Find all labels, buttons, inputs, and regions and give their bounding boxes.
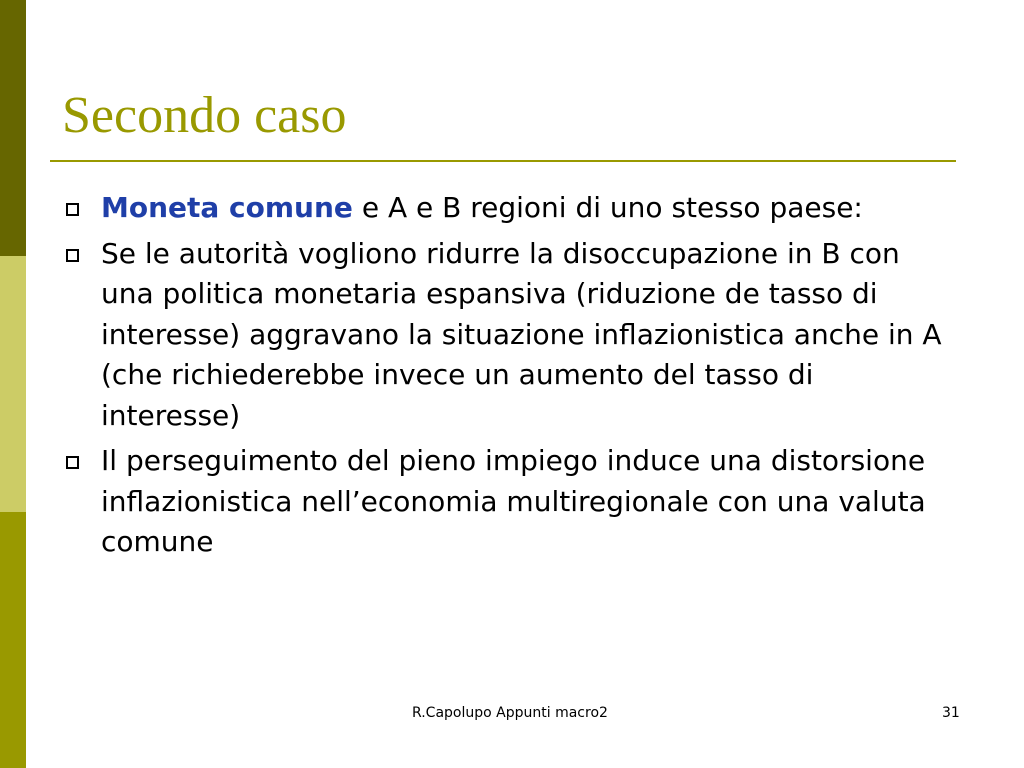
sidebar-band-bottom <box>0 512 26 768</box>
square-bullet-icon <box>66 249 79 262</box>
bullet-list <box>62 188 942 568</box>
sidebar-band-middle <box>0 256 26 512</box>
square-bullet-icon <box>66 203 79 216</box>
bullet-item <box>62 188 942 229</box>
bullet-item <box>62 234 942 437</box>
sidebar-band-top <box>0 0 26 256</box>
bullet-text: Il perseguimento del pieno impiego induce una distorsione inflazionistica nell’economia multiregionale con una valuta comune <box>101 444 926 558</box>
bullet-emphasis: Moneta comune <box>101 191 353 224</box>
title-underline <box>50 160 956 162</box>
bullet-item <box>62 441 942 563</box>
square-bullet-icon <box>66 456 79 469</box>
bullet-text: e A e B regioni di uno stesso paese: <box>352 191 863 224</box>
slide-number: 31 <box>942 705 960 721</box>
bullet-text: Se le autorità vogliono ridurre la disoccupazione in B con una politica monetaria espansiva (riduzione de tasso di interesse) aggravano la situazione inflazionistica anche in A (che richiederebbe invece un aumento del tasso di interesse) <box>101 236 942 432</box>
slide-title: Secondo caso <box>62 87 347 144</box>
footer-text: R.Capolupo Appunti macro2 <box>412 705 608 721</box>
